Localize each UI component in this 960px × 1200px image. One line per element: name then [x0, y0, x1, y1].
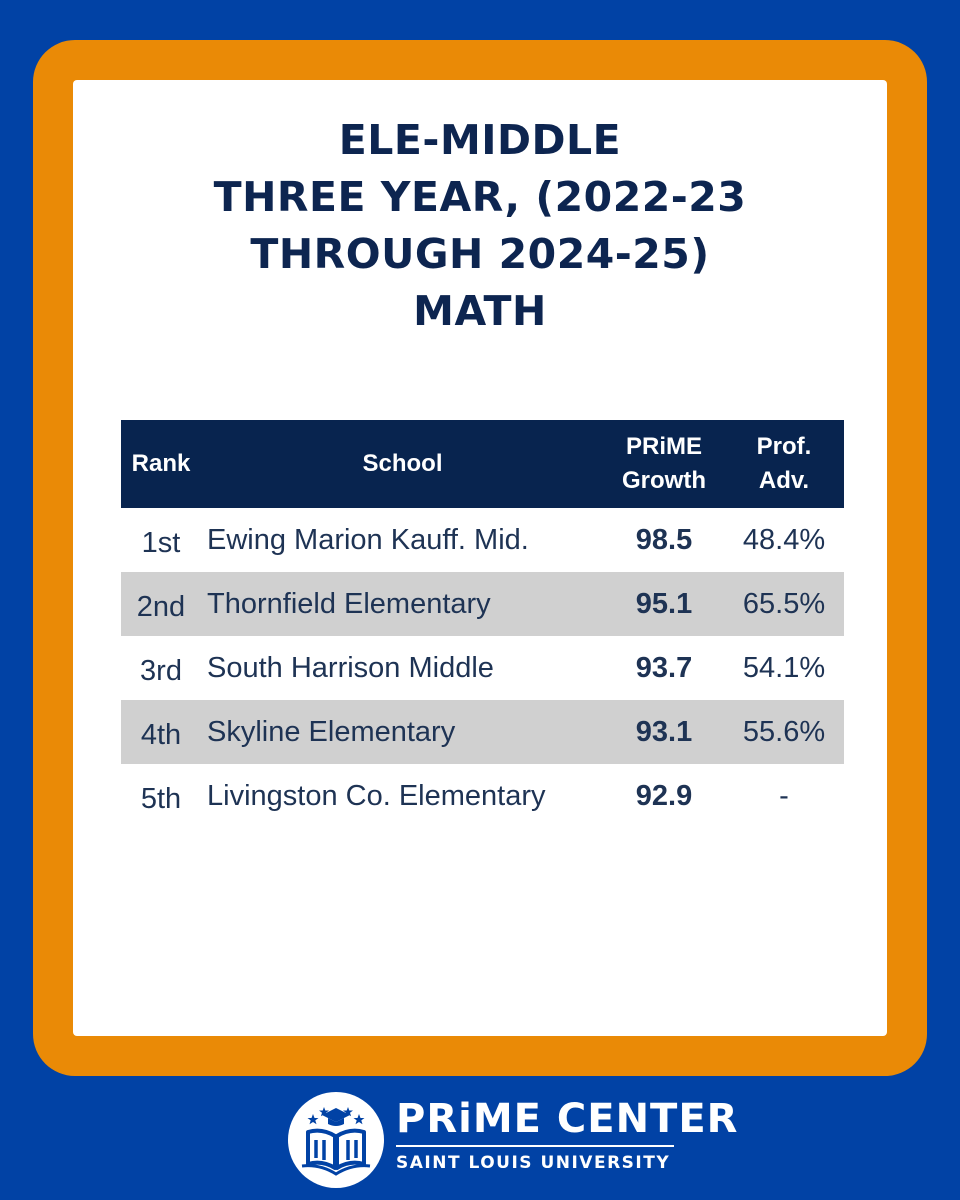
open-book-graduation-cap-icon: [288, 1092, 384, 1188]
school-cell: Ewing Marion Kauff. Mid.: [207, 523, 529, 556]
header-school: School: [201, 420, 604, 508]
header-growth-line1: PRiME: [625, 433, 702, 460]
table-row: [121, 636, 844, 700]
header-prof: [724, 420, 844, 508]
growth-cell: 93.1: [604, 700, 724, 764]
prof-cell: 55.6%: [724, 700, 844, 764]
header-growth-line2: Growth: [622, 467, 706, 494]
header-rank: Rank: [121, 420, 201, 508]
prof-cell: 54.1%: [742, 651, 826, 684]
rank-cell: 1st: [141, 526, 181, 559]
prof-cell: 65.5%: [724, 572, 844, 636]
header-growth: [604, 420, 724, 508]
rank-cell: 4th: [121, 700, 201, 764]
ranking-table: [121, 420, 844, 828]
title-line-2: THREE YEAR, (2022-23: [213, 173, 747, 221]
table-header-row: [121, 420, 844, 508]
title-line-3: THROUGH 2024-25): [250, 230, 710, 278]
table-row: [121, 572, 844, 636]
header-prof-line1: Prof.: [756, 433, 812, 460]
rank-cell: 2nd: [121, 572, 201, 636]
school-cell: Thornfield Elementary: [201, 572, 604, 636]
growth-cell: 95.1: [604, 572, 724, 636]
prof-cell: -: [779, 779, 789, 812]
title-line-1: ELE-MIDDLE: [338, 116, 622, 164]
title-line-4: MATH: [413, 287, 547, 335]
school-cell: South Harrison Middle: [207, 651, 494, 684]
growth-cell: 93.7: [635, 651, 693, 684]
rank-cell: 5th: [140, 782, 182, 815]
school-cell: Skyline Elementary: [201, 700, 604, 764]
school-cell: Livingston Co. Elementary: [207, 779, 546, 812]
brand-subtitle: SAINT LOUIS UNIVERSITY: [396, 1153, 671, 1173]
prime-center-logo: [288, 1092, 384, 1188]
table-row: [121, 508, 844, 572]
growth-cell: 92.9: [635, 779, 693, 812]
growth-cell: 98.5: [635, 523, 693, 556]
header-prof-line2: Adv.: [758, 467, 810, 494]
page-title: [0, 112, 960, 340]
prof-cell: 48.4%: [742, 523, 826, 556]
rank-cell: 3rd: [140, 654, 182, 687]
brand-name: PRiME CENTER: [396, 1096, 739, 1142]
table-row: [121, 764, 844, 828]
table-row: [121, 700, 844, 764]
brand-divider: [396, 1145, 674, 1147]
brand-block: [396, 1097, 738, 1173]
